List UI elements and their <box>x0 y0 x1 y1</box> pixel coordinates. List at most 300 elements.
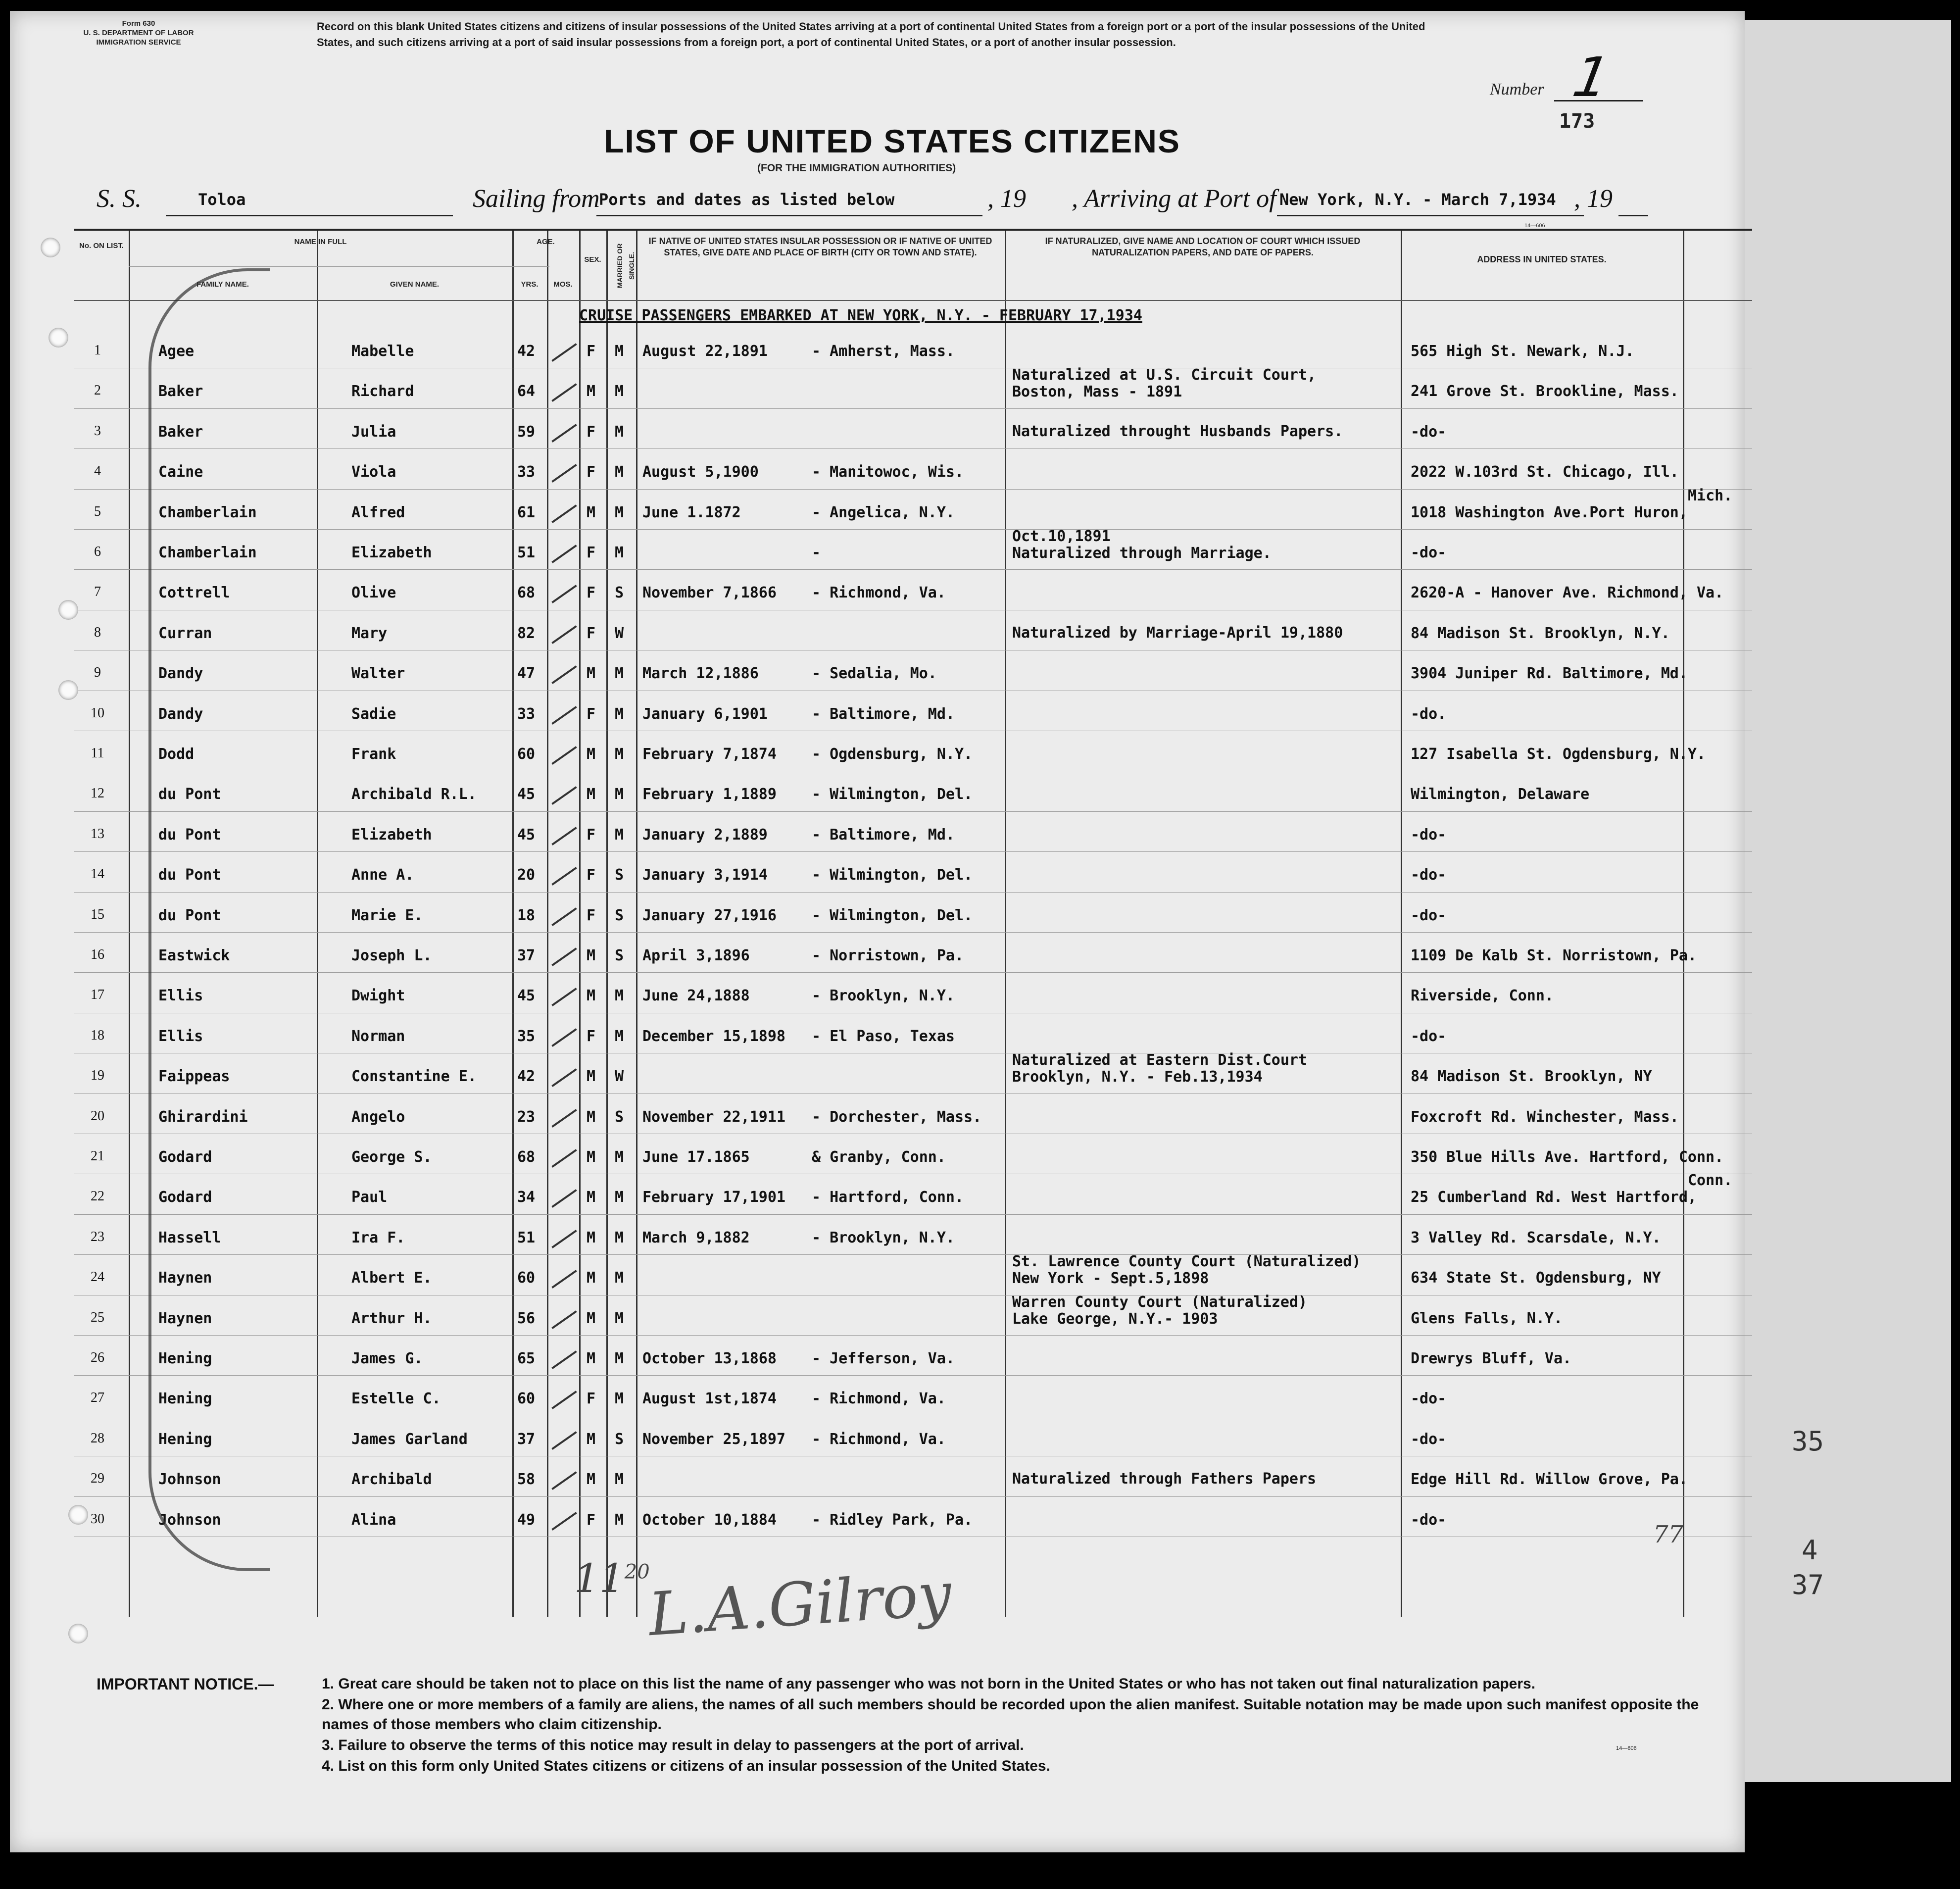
row-number: 25 <box>91 1309 104 1325</box>
given-name: Elizabeth <box>351 826 432 844</box>
naturalization-line-2: Naturalized through Marriage. <box>1012 545 1272 562</box>
sex: F <box>587 705 596 723</box>
marital-status: M <box>615 1350 624 1367</box>
check-mark <box>551 988 577 1007</box>
notice-item-1: 1. Great care should be taken not to place on this list the name of any passenger who was not born in the United States or who has not taken out final naturalization papers. <box>322 1676 1536 1692</box>
col-header-age: AGE. <box>537 238 555 246</box>
family-name: Baker <box>158 423 203 441</box>
family-name: Baker <box>158 383 203 400</box>
family-name: Caine <box>158 463 203 481</box>
table-row <box>74 853 1752 894</box>
col-header-yrs: YRS. <box>521 280 539 289</box>
row-number: 20 <box>91 1108 104 1124</box>
table-row <box>74 773 1752 813</box>
sex: F <box>587 624 596 642</box>
given-name: Archibald R.L. <box>351 786 477 803</box>
given-name: Mary <box>351 624 388 642</box>
row-number: 4 <box>94 463 101 479</box>
marital-status: M <box>615 826 624 844</box>
birth-date: January 2,1889 <box>642 826 768 844</box>
naturalization-line-1: Naturalized at Eastern Dist.Court <box>1012 1051 1308 1069</box>
number-label: Number <box>1490 80 1544 99</box>
given-name: Mabelle <box>351 343 414 360</box>
address: -do- <box>1411 423 1447 441</box>
marital-status: M <box>615 786 624 803</box>
family-name: Hening <box>158 1390 212 1408</box>
address: -do- <box>1411 1027 1447 1045</box>
marital-status: M <box>615 1269 624 1287</box>
row-number: 26 <box>91 1350 104 1365</box>
address: -do- <box>1411 1511 1447 1529</box>
marital-status: M <box>615 705 624 723</box>
age-years: 59 <box>517 423 536 441</box>
check-mark <box>551 1471 577 1490</box>
family-name: Dandy <box>158 705 203 723</box>
row-divider <box>74 1375 1752 1376</box>
row-number: 28 <box>91 1430 104 1446</box>
check-mark <box>551 907 577 926</box>
notice-item-3: 3. Failure to observe the terms of this notice may result in delay to passengers at the port of arrival. <box>322 1737 1024 1753</box>
birth-date: April 3,1896 <box>642 947 750 964</box>
given-name: Norman <box>351 1027 405 1045</box>
birth-date: November 22,1911 <box>642 1108 785 1126</box>
family-name: du Pont <box>158 866 221 884</box>
address: 25 Cumberland Rd. West Hartford, <box>1411 1189 1697 1206</box>
binder-hole <box>41 238 60 257</box>
ss-label: S. S. <box>97 185 142 213</box>
table-row <box>74 571 1752 612</box>
check-mark <box>551 746 577 765</box>
birth-place: - Richmond, Va. <box>812 1430 946 1448</box>
marital-status: M <box>615 1229 624 1246</box>
sex: M <box>587 1189 596 1206</box>
age-years: 34 <box>517 1189 536 1206</box>
address: 350 Blue Hills Ave. Hartford, Conn. <box>1411 1148 1724 1166</box>
age-years: 42 <box>517 343 536 360</box>
marital-status: M <box>615 503 624 521</box>
table-row <box>74 693 1752 733</box>
marital-status: M <box>615 746 624 763</box>
address: Drewrys Bluff, Va. <box>1411 1350 1572 1367</box>
address: -do- <box>1411 866 1447 884</box>
family-name: Johnson <box>158 1511 221 1529</box>
address: -do- <box>1411 826 1447 844</box>
sex: F <box>587 463 596 481</box>
age-years: 42 <box>517 1068 536 1086</box>
row-divider <box>74 1214 1752 1215</box>
birth-date: January 27,1916 <box>642 906 777 924</box>
row-number: 23 <box>91 1229 104 1244</box>
birth-date: December 15,1898 <box>642 1027 785 1045</box>
row-divider <box>74 1335 1752 1336</box>
sex: M <box>587 1229 596 1246</box>
header-sub-line <box>129 266 549 267</box>
ship-name: Toloa <box>198 190 246 209</box>
binder-hole <box>68 1505 88 1525</box>
birth-place: - Ogdensburg, N.Y. <box>812 746 973 763</box>
check-mark <box>551 827 577 845</box>
margin-bracket-mark <box>148 268 270 1571</box>
page-title: LIST OF UNITED STATES CITIZENS <box>604 123 1180 159</box>
age-years: 56 <box>517 1309 536 1327</box>
birth-place: - Ridley Park, Pa. <box>812 1511 973 1529</box>
address: 565 High St. Newark, N.J. <box>1411 343 1634 360</box>
table-row <box>74 1337 1752 1378</box>
birth-place: - Angelica, N.Y. <box>812 503 955 521</box>
address: -do- <box>1411 906 1447 924</box>
col-header-family: FAMILY NAME. <box>196 280 249 289</box>
family-name: Ellis <box>158 987 203 1005</box>
birth-date: February 7,1874 <box>642 746 777 763</box>
col-header-given: GIVEN NAME. <box>390 280 440 289</box>
family-name: Cottrell <box>158 584 230 602</box>
service-name: IMMIGRATION SERVICE <box>96 38 181 47</box>
birth-place: - Richmond, Va. <box>812 1390 946 1408</box>
department-name: U. S. DEPARTMENT OF LABOR <box>83 29 194 37</box>
sex: F <box>587 826 596 844</box>
check-mark <box>551 1149 577 1168</box>
row-number: 22 <box>91 1189 104 1204</box>
table-row <box>74 1216 1752 1257</box>
sex: M <box>587 383 596 400</box>
printer-mark-bottom: 14—606 <box>1616 1745 1637 1751</box>
table-row <box>74 528 1752 572</box>
naturalization-line-2: Boston, Mass - 1891 <box>1012 383 1182 401</box>
birth-date: June 1.1872 <box>642 503 741 521</box>
family-name: Curran <box>158 624 212 642</box>
family-name: Hening <box>158 1350 212 1367</box>
binder-hole <box>49 328 68 348</box>
birth-date: January 6,1901 <box>642 705 768 723</box>
row-divider <box>74 489 1752 490</box>
family-name: Dandy <box>158 665 203 683</box>
sex: F <box>587 584 596 602</box>
address: 1018 Washington Ave.Port Huron, <box>1411 503 1688 521</box>
naturalization-line-1: Warren County Court (Naturalized) <box>1012 1293 1308 1311</box>
birth-date: March 12,1886 <box>642 665 759 683</box>
row-number: 24 <box>91 1269 104 1285</box>
table-row <box>74 487 1752 532</box>
check-mark <box>551 947 577 966</box>
address: Wilmington, Delaware <box>1411 786 1590 803</box>
marital-status: W <box>615 1068 624 1086</box>
address: Edge Hill Rd. Willow Grove, Pa. <box>1411 1471 1688 1489</box>
address: -do. <box>1411 705 1447 723</box>
row-divider <box>74 408 1752 409</box>
ship-underline <box>166 215 453 216</box>
marital-status: M <box>615 343 624 360</box>
table-row <box>74 1498 1752 1539</box>
header-bottom-line <box>74 300 1752 301</box>
age-years: 37 <box>517 947 536 964</box>
check-mark <box>551 1230 577 1248</box>
row-divider <box>74 569 1752 570</box>
check-mark <box>551 706 577 725</box>
table-row <box>74 450 1752 491</box>
binder-hole <box>58 680 78 700</box>
address: 127 Isabella St. Ogdensburg, N.Y. <box>1411 746 1706 763</box>
col-header-sex: SEX. <box>584 255 601 264</box>
birth-date: August 5,1900 <box>642 463 759 481</box>
table-row <box>74 1015 1752 1055</box>
table-row <box>74 894 1752 935</box>
table-row <box>74 1418 1752 1458</box>
age-years: 51 <box>517 1229 536 1246</box>
marital-status: M <box>615 1027 624 1045</box>
address: 84 Madison St. Brooklyn, N.Y. <box>1411 624 1670 642</box>
marital-status: M <box>615 383 624 400</box>
birth-date: February 17,1901 <box>642 1189 785 1206</box>
binder-hole <box>68 1624 88 1643</box>
check-mark <box>551 1068 577 1087</box>
sailing-value: Ports and dates as listed below <box>599 190 895 209</box>
family-name: Faippeas <box>158 1068 230 1086</box>
table-row <box>74 330 1752 370</box>
marital-status: M <box>615 423 624 441</box>
sex: M <box>587 503 596 521</box>
age-years: 82 <box>517 624 536 642</box>
naturalization-line-1: Naturalized at U.S. Circuit Court, <box>1012 366 1317 384</box>
row-number: 30 <box>91 1511 104 1527</box>
address: Riverside, Conn. <box>1411 987 1554 1005</box>
row-divider <box>74 811 1752 812</box>
given-name: Alfred <box>351 503 405 521</box>
birth-place: - Brooklyn, N.Y. <box>812 987 955 1005</box>
row-number: 6 <box>94 544 101 559</box>
check-mark <box>551 625 577 644</box>
printer-mark-top: 14—606 <box>1524 223 1545 229</box>
address-continuation: Conn. <box>1688 1172 1733 1190</box>
row-divider <box>74 1254 1752 1255</box>
family-name: du Pont <box>158 826 221 844</box>
form-identifier <box>79 19 198 47</box>
arriving-year: , 19 <box>1574 185 1613 213</box>
arriving-value: New York, N.Y. - March 7,1934 <box>1279 190 1556 209</box>
given-name: Walter <box>351 665 405 683</box>
age-years: 60 <box>517 746 536 763</box>
row-number: 16 <box>91 947 104 962</box>
address: 634 State St. Ogdensburg, NY <box>1411 1269 1661 1287</box>
inspector-signature: L.A.Gilroy <box>646 1559 954 1650</box>
birth-place: - Baltimore, Md. <box>812 705 955 723</box>
age-years: 45 <box>517 987 536 1005</box>
address: 3 Valley Rd. Scarsdale, N.Y. <box>1411 1229 1661 1246</box>
sex: M <box>587 1471 596 1489</box>
family-name: Chamberlain <box>158 544 257 561</box>
check-mark <box>551 545 577 563</box>
given-name: Sadie <box>351 705 396 723</box>
marital-status: M <box>615 1189 624 1206</box>
marital-status: M <box>615 463 624 481</box>
table-row <box>74 410 1752 451</box>
age-years: 49 <box>517 1511 536 1529</box>
edge-mark-4: 4 <box>1802 1535 1818 1566</box>
count-superscript: 20 <box>624 1560 650 1584</box>
table-row <box>74 1095 1752 1136</box>
sex: M <box>587 746 596 763</box>
count-annotation <box>574 1555 650 1601</box>
marital-status: M <box>615 1511 624 1529</box>
important-notice <box>97 1674 1699 1774</box>
address: 2620-A - Hanover Ave. Richmond, Va. <box>1411 584 1724 602</box>
notice-lead: IMPORTANT NOTICE.— <box>97 1675 274 1693</box>
birth-place: - Sedalia, Mo. <box>812 665 937 683</box>
birth-place: - Hartford, Conn. <box>812 1189 964 1206</box>
table-row <box>74 652 1752 693</box>
sailing-label: Sailing from <box>473 185 600 213</box>
given-name: Anne A. <box>351 866 414 884</box>
naturalization-line-2: Brooklyn, N.Y. - Feb.13,1934 <box>1012 1068 1263 1086</box>
birth-date: November 25,1897 <box>642 1430 785 1448</box>
birth-date: June 17.1865 <box>642 1148 750 1166</box>
marital-status: M <box>615 1309 624 1327</box>
given-name: Albert E. <box>351 1269 432 1287</box>
birth-date: March 9,1882 <box>642 1229 750 1246</box>
col-header-married: MARRIED OR SINGLE. <box>616 243 636 288</box>
naturalization-line-1: Naturalized throught Husbands Papers. <box>1012 422 1343 440</box>
passenger-table <box>74 229 1752 1617</box>
age-years: 18 <box>517 906 536 924</box>
col-header-name: NAME IN FULL <box>294 238 347 246</box>
naturalization-line-1: Oct.10,1891 <box>1012 528 1111 545</box>
given-name: George S. <box>351 1148 432 1166</box>
family-name: Godard <box>158 1189 212 1206</box>
table-row <box>74 1136 1752 1176</box>
birth-place: - Manitowoc, Wis. <box>812 463 964 481</box>
adjacent-page-marks <box>1782 446 1945 1600</box>
row-number: 13 <box>91 826 104 842</box>
given-name: Arthur H. <box>351 1309 432 1327</box>
list-number-stamp: 173 <box>1559 110 1595 133</box>
address-continuation: Mich. <box>1688 487 1733 504</box>
row-number: 12 <box>91 786 104 801</box>
row-divider <box>74 932 1752 933</box>
birth-date: January 3,1914 <box>642 866 768 884</box>
address: Foxcroft Rd. Winchester, Mass. <box>1411 1108 1679 1126</box>
check-mark <box>551 424 577 443</box>
age-years: 33 <box>517 705 536 723</box>
count-value: 11 <box>574 1555 625 1601</box>
table-row <box>74 934 1752 975</box>
marital-status: S <box>615 1430 624 1448</box>
sex: M <box>587 1430 596 1448</box>
naturalization-line-1: St. Lawrence County Court (Naturalized) <box>1012 1253 1361 1271</box>
given-name: Joseph L. <box>351 947 432 964</box>
sex: F <box>587 423 596 441</box>
row-number: 21 <box>91 1148 104 1164</box>
address: -do- <box>1411 1430 1447 1448</box>
check-mark <box>551 464 577 483</box>
given-name: Richard <box>351 383 414 400</box>
family-name: Ellis <box>158 1027 203 1045</box>
family-name: du Pont <box>158 906 221 924</box>
age-years: 20 <box>517 866 536 884</box>
marital-status: S <box>615 866 624 884</box>
age-years: 47 <box>517 665 536 683</box>
col-header-naturalized: IF NATURALIZED, GIVE NAME AND LOCATION OF COURT WHICH ISSUED NATURALIZATION PAPERS, AND DATE OF PAPERS. <box>1045 236 1361 257</box>
address: 1109 De Kalb St. Norristown, Pa. <box>1411 947 1697 964</box>
col-header-mos: MOS. <box>553 280 573 289</box>
col-header-no: No. ON LIST. <box>79 242 124 250</box>
given-name: Angelo <box>351 1108 405 1126</box>
row-number: 11 <box>91 746 104 761</box>
age-years: 60 <box>517 1269 536 1287</box>
row-divider <box>74 529 1752 530</box>
marital-status: S <box>615 1108 624 1126</box>
row-number: 8 <box>94 624 101 640</box>
birth-place: - <box>812 544 821 561</box>
row-number: 29 <box>91 1471 104 1487</box>
age-years: 37 <box>517 1430 536 1448</box>
row-number: 9 <box>94 665 101 681</box>
table-row <box>74 1051 1752 1095</box>
marital-status: M <box>615 1148 624 1166</box>
family-name: Chamberlain <box>158 503 257 521</box>
birth-place: & Granby, Conn. <box>812 1148 946 1166</box>
check-mark <box>551 384 577 402</box>
edge-mark-35: 35 <box>1792 1426 1824 1457</box>
sex: M <box>587 665 596 683</box>
arriving-underline <box>1277 215 1584 216</box>
check-mark <box>551 1028 577 1047</box>
row-number: 15 <box>91 906 104 922</box>
birth-place: - Wilmington, Del. <box>812 786 973 803</box>
check-mark <box>551 1431 577 1450</box>
age-years: 65 <box>517 1350 536 1367</box>
given-name: Dwight <box>351 987 405 1005</box>
sex: M <box>587 1350 596 1367</box>
margin-annotation-77: 77 <box>1653 1521 1684 1548</box>
naturalization-line-1: Naturalized through Fathers Papers <box>1012 1470 1317 1488</box>
birth-date: June 24,1888 <box>642 987 750 1005</box>
given-name: Ira F. <box>351 1229 405 1246</box>
table-row <box>74 1458 1752 1498</box>
family-name: Haynen <box>158 1269 212 1287</box>
sex: F <box>587 866 596 884</box>
col-header-native: IF NATIVE OF UNITED STATES INSULAR POSSESSION OR IF NATIVE OF UNITED STATES, GIVE DATE AND PLACE OF BIRTH (CITY OR TOWN AND STATE). <box>648 236 992 257</box>
address: -do- <box>1411 1390 1447 1408</box>
sex: M <box>587 1269 596 1287</box>
given-name: Olive <box>351 584 396 602</box>
check-mark <box>551 787 577 805</box>
birth-place: - Wilmington, Del. <box>812 866 973 884</box>
marital-status: M <box>615 1471 624 1489</box>
table-row <box>74 1253 1752 1297</box>
check-mark <box>551 1190 577 1208</box>
check-mark <box>551 1512 577 1531</box>
intro-instructions: Record on this blank United States citizens and citizens of insular possessions of the United States arriving at a port of continental United States from a foreign port or a port of the insular possessions of the United States, and such citizens arriving at a port of said insular possessions from a foreign port, a port of continental United States, or a port of another insular possession. <box>317 20 1425 49</box>
row-number: 27 <box>91 1390 104 1406</box>
check-mark <box>551 504 577 523</box>
sex: M <box>587 1068 596 1086</box>
marital-status: M <box>615 1390 624 1408</box>
given-name: Alina <box>351 1511 396 1529</box>
check-mark <box>551 1391 577 1410</box>
address: 241 Grove St. Brookline, Mass. <box>1411 383 1679 400</box>
row-divider <box>74 972 1752 973</box>
birth-date: October 10,1884 <box>642 1511 777 1529</box>
sex: F <box>587 1390 596 1408</box>
age-years: 51 <box>517 544 536 561</box>
row-number: 17 <box>91 987 104 1003</box>
row-number: 18 <box>91 1027 104 1043</box>
naturalization-line-2: New York - Sept.5,1898 <box>1012 1270 1209 1288</box>
table-row <box>74 612 1752 652</box>
given-name: James Garland <box>351 1430 468 1448</box>
birth-date: October 13,1868 <box>642 1350 777 1367</box>
birth-date: August 22,1891 <box>642 343 768 360</box>
row-divider <box>74 1496 1752 1497</box>
